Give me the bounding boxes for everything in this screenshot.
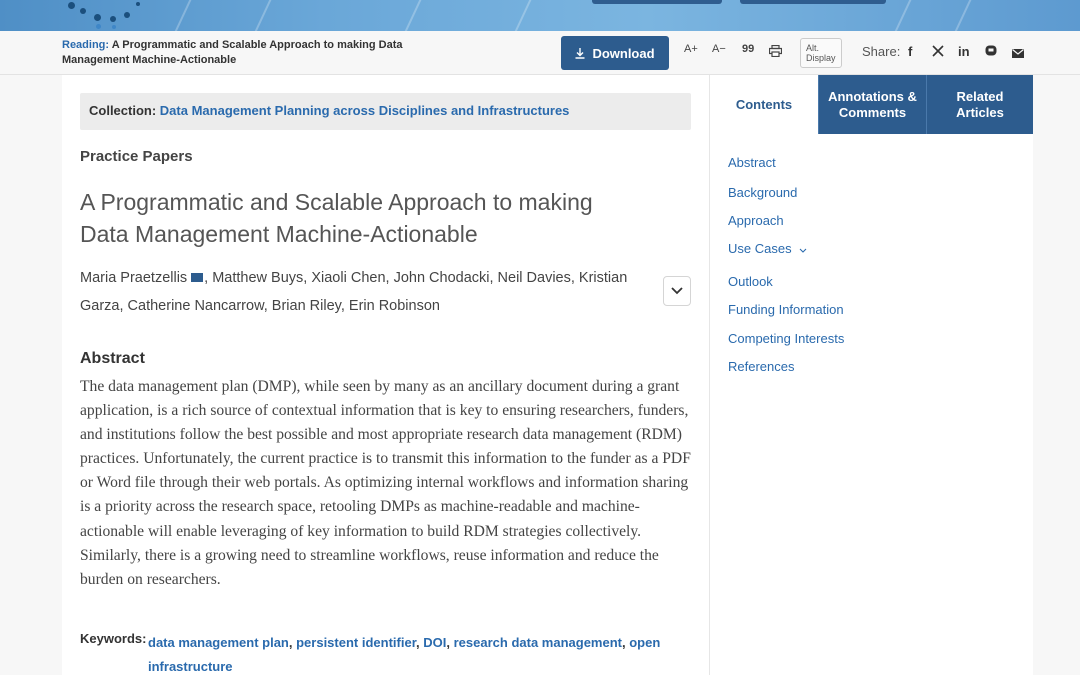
- keyword-link[interactable]: DOI: [423, 635, 447, 650]
- print-icon: [769, 45, 782, 57]
- page-gutter-left: [0, 75, 62, 675]
- author-link[interactable]: Maria Praetzellis: [80, 270, 188, 286]
- collection-banner: Collection: Data Management Planning across Disciplines and Infrastructures: [80, 93, 691, 130]
- article-title: A Programmatic and Scalable Approach to making Data Management Machine-Actionable: [80, 189, 593, 247]
- toc-item-competing-interests[interactable]: Competing Interests: [728, 331, 845, 346]
- expand-authors-button[interactable]: [663, 276, 691, 306]
- linkedin-icon[interactable]: in: [958, 44, 970, 59]
- x-icon[interactable]: [932, 45, 944, 60]
- collection-link[interactable]: Data Management Planning across Disciplines and Infrastructures: [159, 103, 570, 118]
- abstract-heading: Abstract: [80, 350, 145, 367]
- author-list: Maria Praetzellis , Matthew Buys, Xiaoli Chen, John Chodacki, Neil Davies, Kristian Garza, Catherine Nancarrow, Brian Riley, Erin Robinson: [80, 270, 628, 314]
- toc-item-references[interactable]: References: [728, 359, 795, 374]
- download-button[interactable]: Download: [561, 36, 669, 70]
- sidebar-tabs: [710, 75, 1033, 134]
- banner-nav-button[interactable]: [592, 0, 722, 4]
- cite-button[interactable]: 99: [742, 43, 755, 55]
- article-section-type: Practice Papers: [80, 148, 193, 165]
- toc-item-abstract[interactable]: Abstract: [728, 155, 776, 170]
- toc-item-funding[interactable]: Funding Information: [728, 302, 844, 317]
- tab-related-articles[interactable]: Related Articles: [926, 75, 1033, 134]
- tab-contents[interactable]: Contents: [710, 75, 818, 134]
- keyword-link[interactable]: research data management: [453, 635, 622, 650]
- keyword-link[interactable]: persistent identifier: [296, 635, 417, 650]
- site-banner: [0, 0, 1080, 31]
- keywords-list: data management plan, persistent identifier, DOI, research data management, open infrastructure: [148, 635, 661, 674]
- banner-nav-button[interactable]: [740, 0, 886, 4]
- share-label: Share:: [862, 44, 901, 59]
- keywords-label: Keywords:: [80, 631, 147, 646]
- tab-annotations[interactable]: Annotations & Comments: [818, 75, 926, 134]
- mastodon-icon[interactable]: [985, 45, 997, 60]
- toc-item-approach[interactable]: Approach: [728, 213, 784, 228]
- reading-title: Reading: A Programmatic and Scalable Approach to making Data Management Machine-Actionable: [62, 39, 403, 66]
- toc-item-outlook[interactable]: Outlook: [728, 274, 773, 289]
- page-gutter-right: [1033, 75, 1080, 675]
- alt-display-button[interactable]: Alt. Display: [800, 38, 842, 68]
- toc-item-use-cases[interactable]: Use Cases: [728, 241, 807, 256]
- download-icon: [575, 48, 585, 59]
- journal-logo[interactable]: [66, 0, 146, 31]
- keyword-link[interactable]: open infrastructure: [148, 635, 661, 674]
- abstract-text: The data management plan (DMP), while seen by many as an ancillary document during a grant application, is a rich source of contextual information that is key to ensuring researchers, funders, and institutions follow the best possible and most appropriate research data management (RDM) practices. Unfortunately, the current practice is to transmit this information to the funder as a PDF or Word file through their web portals. As optimizing internal workflows and information sharing is a priority across the research space, retooling DMPs as machine-readable and machine-actionable will enable leveraging of key information to build RDM strategies collectively. Similarly, there is a growing need to streamline workflows, reuse information and reduce the burden on researchers.: [80, 378, 691, 588]
- font-decrease-button[interactable]: A−: [712, 43, 726, 55]
- email-share-icon[interactable]: [1012, 46, 1024, 61]
- keyword-link[interactable]: data management plan: [148, 635, 289, 650]
- chevron-down-icon: [671, 287, 683, 295]
- font-increase-button[interactable]: A+: [684, 43, 698, 55]
- print-button[interactable]: [769, 45, 782, 60]
- toc-item-background[interactable]: Background: [728, 185, 798, 200]
- facebook-icon[interactable]: f: [908, 44, 913, 59]
- reading-toolbar: [0, 31, 1080, 75]
- chevron-down-icon[interactable]: [799, 248, 807, 253]
- email-icon[interactable]: [191, 273, 203, 282]
